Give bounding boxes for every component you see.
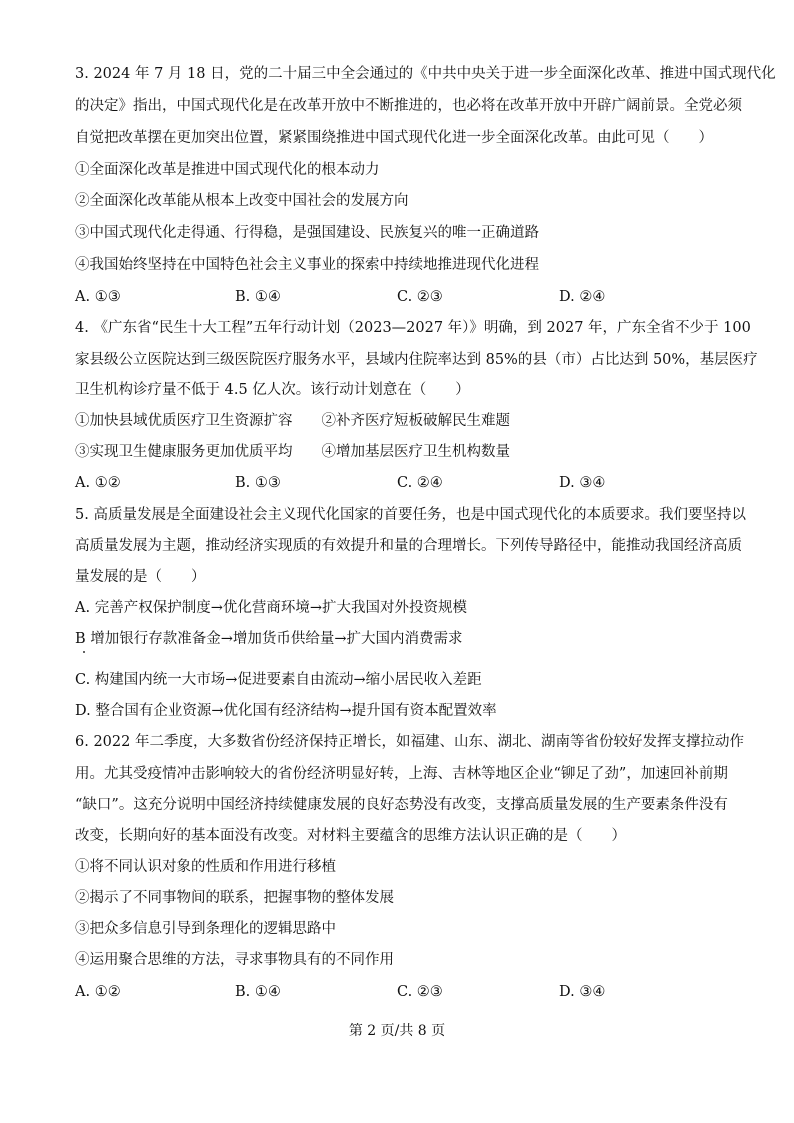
option-a: A. ①② bbox=[75, 475, 121, 491]
statement-item: ①全面深化改革是推进中国式现代化的根本动力 bbox=[75, 162, 380, 178]
question-stem-line: 的决定》指出，中国式现代化是在改革开放中不断推进的，也必将在改革开放中开辟广阔前景。全党必须 bbox=[75, 98, 742, 114]
option-b: B. ①④ bbox=[235, 984, 281, 1000]
question-stem-line: 6. 2022 年二季度，大多数省份经济保持正增长，如福建、山东、湖北、湖南等省份较好发挥支撑拉动作 bbox=[75, 734, 744, 750]
option-d: D. ②④ bbox=[559, 289, 606, 305]
statement-item: ①将不同认识对象的性质和作用进行移植 bbox=[75, 859, 336, 875]
answer-options bbox=[75, 473, 725, 493]
statement-item: ②全面深化改革能从根本上改变中国社会的发展方向 bbox=[75, 193, 409, 209]
question-stem-line: 量发展的是（ ） bbox=[75, 569, 206, 585]
option-a: A. ①② bbox=[75, 984, 121, 1000]
option-c: C. ②④ bbox=[397, 475, 443, 491]
question-stem-line: “缺口”。这充分说明中国经济持续健康发展的良好态势没有改变，支撑高质量发展的生产要素条件没有 bbox=[75, 797, 728, 813]
stray-dot bbox=[83, 651, 85, 653]
answer-choice-b: B 增加银行存款准备金→增加货币供给量→扩大国内消费需求 bbox=[75, 631, 463, 647]
question-stem-line: 4. 《广东省“民生十大工程”五年行动计划（2023—2027 年）》明确，到 2027 年，广东全省不少于 100 bbox=[75, 320, 751, 336]
option-b: B. ①④ bbox=[235, 289, 281, 305]
statement-item: ②揭示了不同事物间的联系，把握事物的整体发展 bbox=[75, 890, 394, 906]
statement-item: ③把众多信息引导到条理化的逻辑思路中 bbox=[75, 921, 336, 937]
question-stem-line: 卫生机构诊疗量不低于 4.5 亿人次。该行动计划意在（ ） bbox=[75, 382, 470, 398]
question-stem-line: 家县级公立医院达到三级医院医疗服务水平，县域内住院率达到 85%的县（市）占比达到 50%，基层医疗 bbox=[75, 352, 758, 368]
question-stem-line: 3. 2024 年 7 月 18 日，党的二十届三中全会通过的《中共中央关于进一步全面深化改革、推进中国式现代化 bbox=[75, 66, 776, 82]
option-d: D. ③④ bbox=[559, 984, 606, 1000]
answer-choice-a: A. 完善产权保护制度→优化营商环境→扩大我国对外投资规模 bbox=[75, 600, 467, 616]
question-stem-line: 5. 高质量发展是全面建设社会主义现代化国家的首要任务，也是中国式现代化的本质要求。我们要坚持以 bbox=[75, 507, 746, 523]
page-footer: 第 2 页/共 8 页 bbox=[348, 1023, 446, 1039]
question-stem-line: 自觉把改革摆在更加突出位置，紧紧围绕推进中国式现代化进一步全面深化改革。由此可见（ ） bbox=[75, 130, 713, 146]
option-a: A. ①③ bbox=[75, 289, 121, 305]
statement-item: ③中国式现代化走得通、行得稳，是强国建设、民族复兴的唯一正确道路 bbox=[75, 225, 539, 241]
statement-item: ④运用聚合思维的方法，寻求事物具有的不同作用 bbox=[75, 952, 394, 968]
question-stem-line: 高质量发展为主题，推动经济实现质的有效提升和量的合理增长。下列传导路径中，能推动我国经济高质 bbox=[75, 538, 742, 554]
option-c: C. ②③ bbox=[397, 984, 443, 1000]
answer-choice-d: D. 整合国有企业资源→优化国有经济结构→提升国有资本配置效率 bbox=[75, 703, 497, 719]
question-stem-line: 用。尤其受疫情冲击影响较大的省份经济明显好转，上海、吉林等地区企业“铆足了劲”，加速回补前期 bbox=[75, 766, 728, 782]
statement-item: ①加快县域优质医疗卫生资源扩容 ②补齐医疗短板破解民生难题 bbox=[75, 413, 510, 429]
answer-choice-c: C. 构建国内统一大市场→促进要素自由流动→缩小居民收入差距 bbox=[75, 672, 482, 688]
answer-options bbox=[75, 287, 725, 307]
option-d: D. ③④ bbox=[559, 475, 606, 491]
option-c: C. ②③ bbox=[397, 289, 443, 305]
statement-item: ④我国始终坚持在中国特色社会主义事业的探索中持续地推进现代化进程 bbox=[75, 257, 539, 273]
option-b: B. ①③ bbox=[235, 475, 281, 491]
answer-options bbox=[75, 982, 725, 1002]
question-stem-line: 改变，长期向好的基本面没有改变。对材料主要蕴含的思维方法认识正确的是（ ） bbox=[75, 828, 626, 844]
statement-item: ③实现卫生健康服务更加优质平均 ④增加基层医疗卫生机构数量 bbox=[75, 444, 510, 460]
